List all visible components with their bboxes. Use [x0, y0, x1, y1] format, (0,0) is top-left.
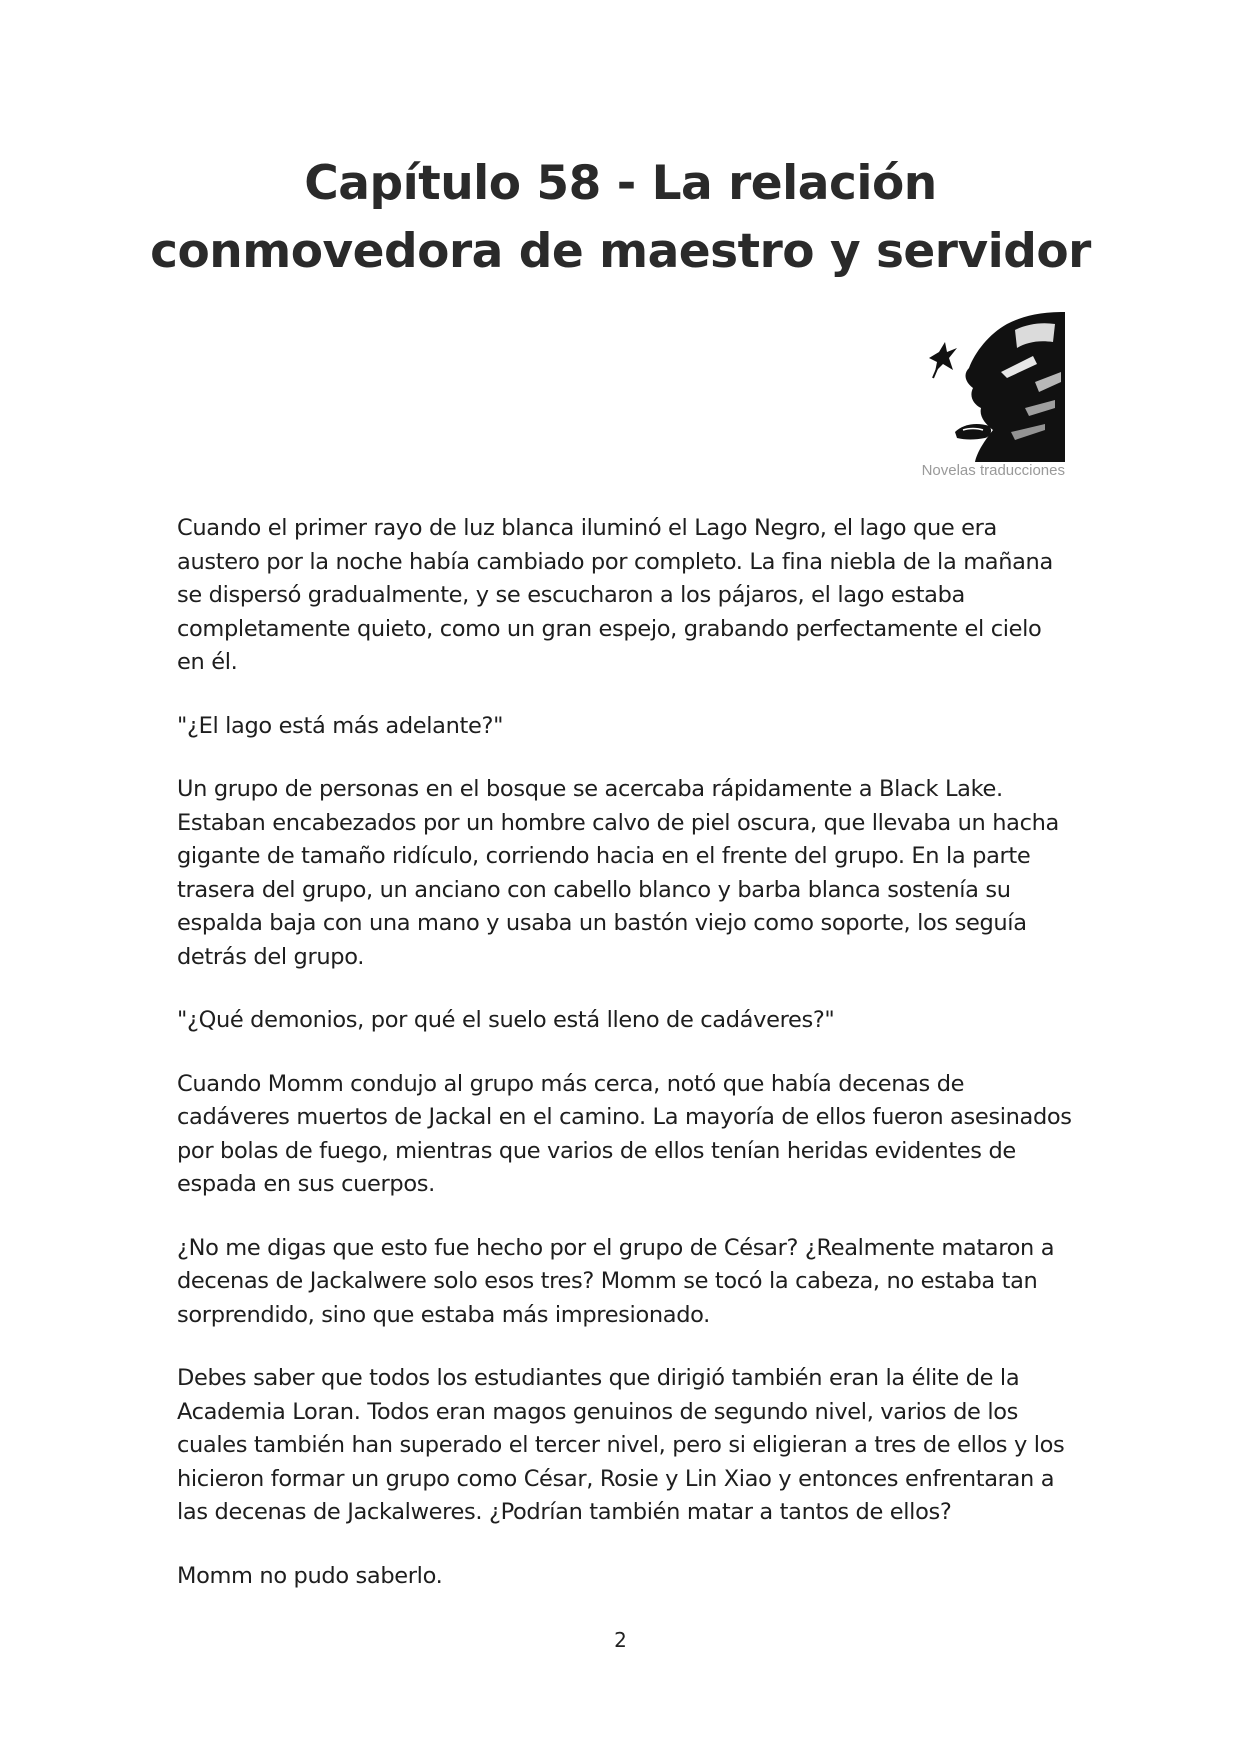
chapter-title-line-1: Capítulo 58 - La relación: [304, 156, 937, 211]
logo-caption: Novelas traducciones: [921, 462, 1065, 479]
paragraph: "¿Qué demonios, por qué el suelo está lleno de cadáveres?": [177, 1007, 835, 1033]
paragraph: Un grupo de personas en el bosque se acercaba rápidamente a Black Lake. Estaban encabezados por un hombre calvo de piel oscura, que llevaba un hacha gigante de tamaño ridículo, corriendo hacia en el frente del grupo. En la parte trasera del grupo, un anciano con cabello blanco y barba blanca sostenía su espalda baja con una mano y usaba un bastón viejo como soporte, los seguía detrás del grupo.: [177, 776, 1059, 970]
chapter-body: [177, 512, 1072, 1623]
paragraph: Debes saber que todos los estudiantes que dirigió también eran la élite de la Academia Loran. Todos eran magos genuinos de segundo nivel, varios de los cuales también han superado el tercer nivel, pero si eligieran a tres de ellos y los hicieron formar un grupo como César, Rosie y Lin Xiao y entonces enfrentaran a las decenas de Jackalweres. ¿Podrían también matar a tantos de ellos?: [177, 1365, 1065, 1525]
page-number: 2: [614, 1628, 627, 1652]
paragraph: Cuando el primer rayo de luz blanca iluminó el Lago Negro, el lago que era austero por la noche había cambiado por completo. La fina niebla de la mañana se dispersó gradualmente, y se escucharon a los pájaros, el lago estaba completamente quieto, como un gran espejo, grabando perfectamente el cielo en él.: [177, 515, 1053, 675]
paragraph: "¿El lago está más adelante?": [177, 712, 504, 739]
paragraph: ¿No me digas que esto fue hecho por el grupo de César? ¿Realmente mataron a decenas de Jackalwere solo esos tres? Momm se tocó la cabeza, no estaba tan sorprendido, sino que estaba más impresionado.: [177, 1234, 1055, 1328]
paragraph: Momm no pudo saberlo.: [177, 1562, 443, 1589]
hooded-figure-with-bird-icon: [915, 312, 1065, 462]
chapter-title-line-2: conmovedora de maestro y servidor: [150, 224, 1091, 279]
translator-logo: [905, 312, 1065, 482]
chapter-title: [150, 150, 1091, 286]
paragraph: Cuando Momm condujo al grupo más cerca, notó que había decenas de cadáveres muertos de Jackal en el camino. La mayoría de ellos fueron asesinados por bolas de fuego, mientras que varios de ellos tenían heridas evidentes de espada en sus cuerpos.: [177, 1070, 1072, 1197]
